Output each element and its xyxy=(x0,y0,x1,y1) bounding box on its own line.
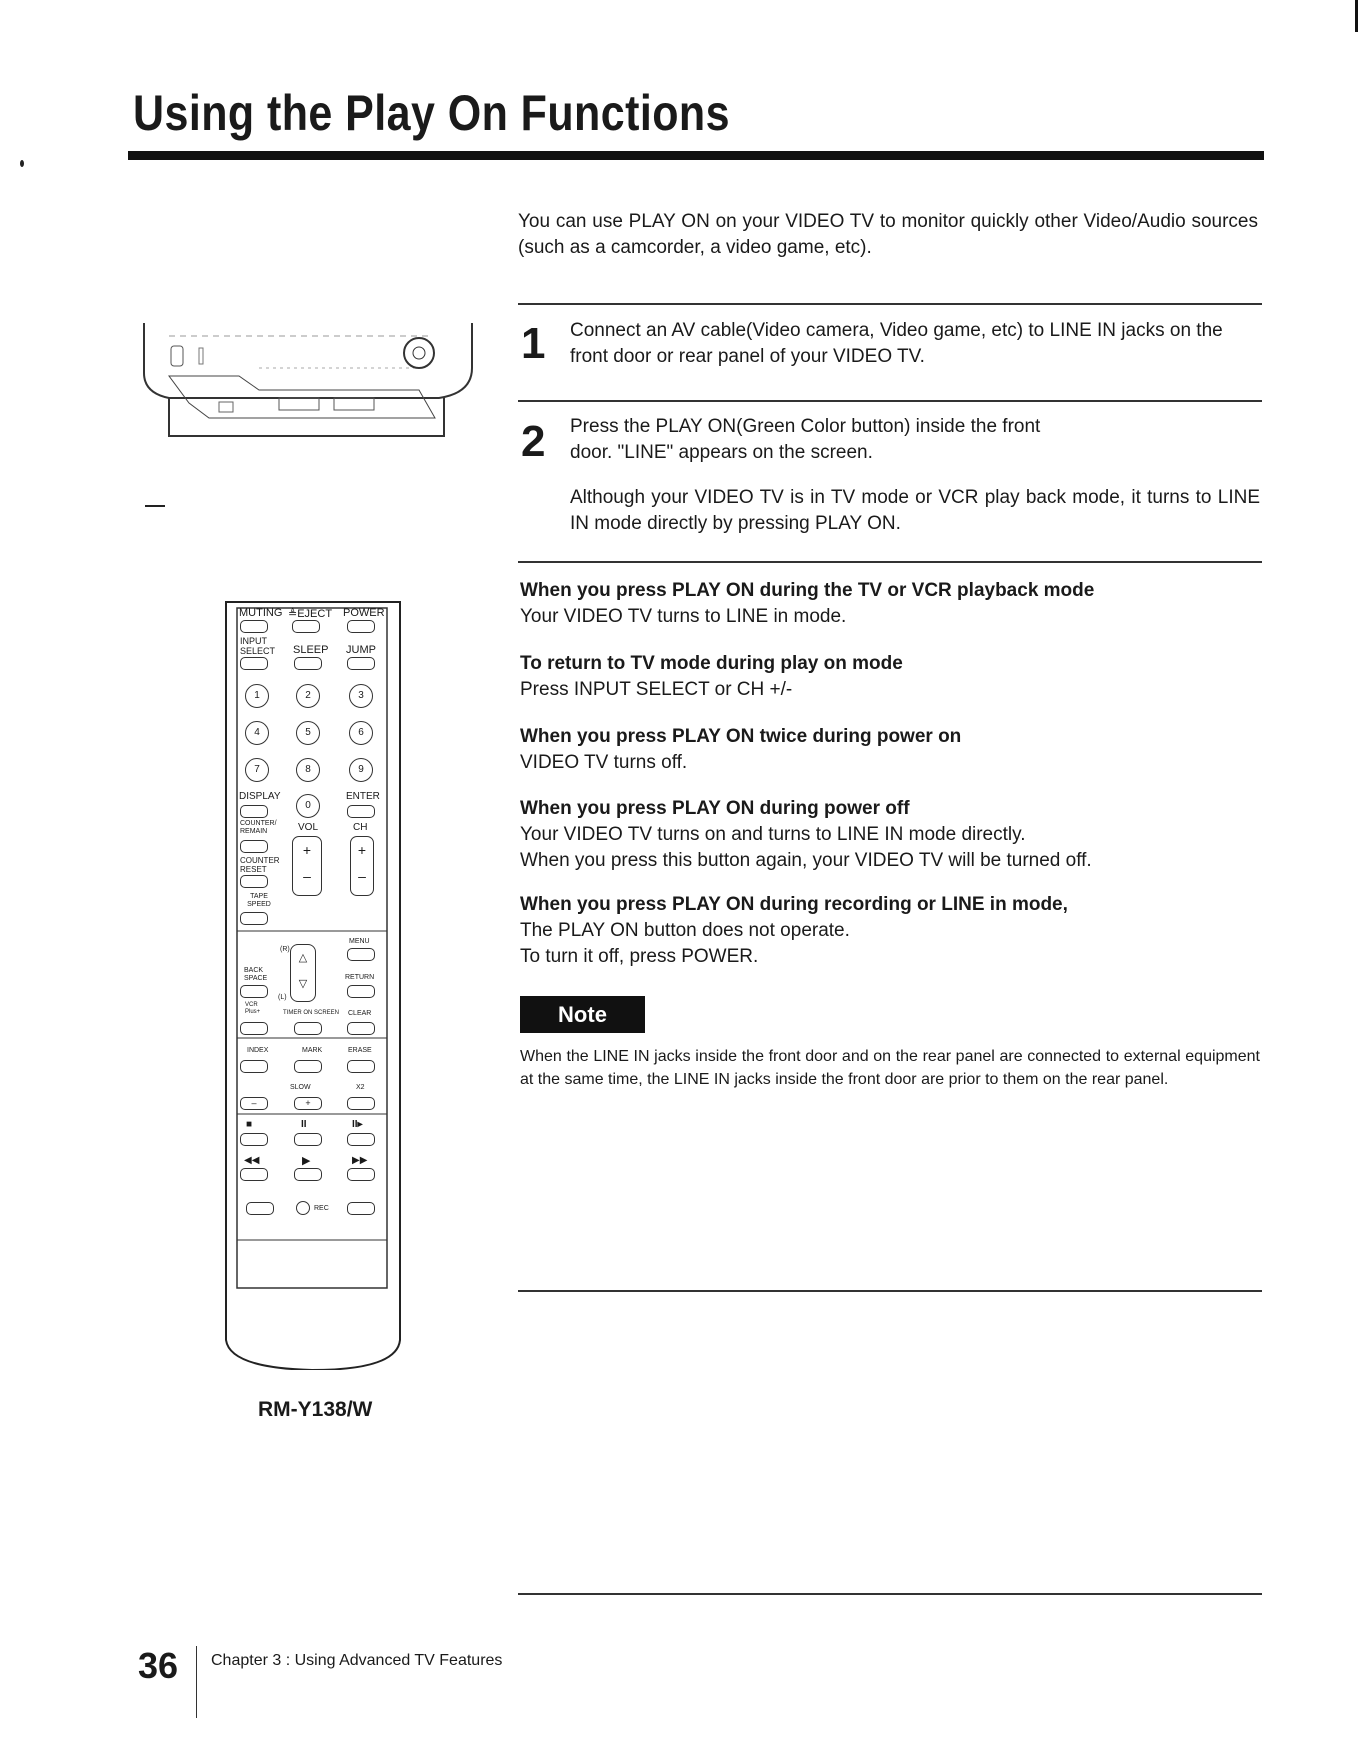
remote-label-vol: VOL xyxy=(298,822,319,833)
remote-digit-9-button: 9 xyxy=(349,758,373,782)
remote-label-counter-remain: COUNTER/ REMAIN xyxy=(240,820,277,835)
bottom-rule-1 xyxy=(518,1290,1262,1292)
remote-digit-6-button: 6 xyxy=(349,721,373,745)
remote-label-rec: REC xyxy=(314,1205,329,1212)
remote-digit-2-button: 2 xyxy=(296,684,320,708)
section-heading: To return to TV mode during play on mode xyxy=(520,653,903,674)
remote-slow-minus-button: – xyxy=(240,1097,268,1110)
tv-front-panel-illustration xyxy=(139,318,482,446)
remote-label-counter-reset: COUNTER RESET xyxy=(240,856,280,874)
remote-label-x2: X2 xyxy=(356,1084,365,1091)
remote-label-input-select: INPUT SELECT xyxy=(240,636,276,656)
remote-x2-button xyxy=(347,1097,375,1110)
remote-digit-1-button: 1 xyxy=(245,684,269,708)
section-line: Press INPUT SELECT or CH +/- xyxy=(520,679,793,700)
remote-return-button xyxy=(347,985,375,998)
remote-rewind-button xyxy=(240,1168,268,1181)
step-2-extra: Although your VIDEO TV is in TV mode or VCR play back mode, it turns to LINE IN mode directly by pressing PLAY ON. xyxy=(570,487,1260,534)
remote-menu-button xyxy=(347,948,375,961)
remote-stop-button xyxy=(240,1133,268,1146)
remote-erase-button xyxy=(347,1060,375,1073)
step-1-rule xyxy=(518,303,1262,305)
scan-speck xyxy=(145,505,165,507)
remote-mark-button xyxy=(294,1060,322,1073)
remote-label-back-space: BACK SPACE xyxy=(244,967,268,982)
remote-label-eject: ≜EJECT xyxy=(288,608,333,620)
remote-label-r: (R) xyxy=(280,946,290,953)
remote-pause-symbol: II xyxy=(301,1119,307,1130)
remote-rec-left-button xyxy=(246,1202,274,1215)
section-recording xyxy=(520,892,1260,970)
remote-label-erase: ERASE xyxy=(348,1047,372,1054)
remote-label-menu: MENU xyxy=(349,938,370,945)
remote-rec-right-button xyxy=(347,1202,375,1215)
remote-menu-rocker: △ ▽ xyxy=(290,944,316,1002)
remote-digit-8-button: 8 xyxy=(296,758,320,782)
title-rule xyxy=(128,151,1264,160)
remote-label-slow: SLOW xyxy=(290,1084,311,1091)
remote-label-vcr-plus: VCR Plus+ xyxy=(245,1002,261,1015)
remote-power-button xyxy=(347,620,375,633)
remote-tape-speed-button xyxy=(240,912,268,925)
page-number: 36 xyxy=(138,1645,179,1686)
remote-label-enter: ENTER xyxy=(346,791,380,802)
scan-edge-mark xyxy=(1355,0,1358,32)
remote-digit-7-button: 7 xyxy=(245,758,269,782)
remote-label-mark: MARK xyxy=(302,1047,323,1054)
remote-jump-button xyxy=(347,657,375,670)
remote-digit-3-button: 3 xyxy=(349,684,373,708)
remote-label-sleep: SLEEP xyxy=(293,644,329,656)
remote-ff-symbol: ▶▶ xyxy=(352,1155,368,1166)
remote-label-display: DISPLAY xyxy=(239,791,281,802)
remote-label-power: POWER xyxy=(343,607,385,619)
section-line: VIDEO TV turns off. xyxy=(520,752,688,773)
section-line: When you press this button again, your VIDEO TV will be turned off. xyxy=(520,850,1092,871)
remote-frame-button xyxy=(347,1133,375,1146)
remote-digit-4-button: 4 xyxy=(245,721,269,745)
remote-slow-plus-button: + xyxy=(294,1097,322,1110)
remote-stop-symbol: ■ xyxy=(246,1119,253,1130)
step-1-number: 1 xyxy=(521,319,546,368)
scan-speck xyxy=(20,160,24,167)
remote-display-button xyxy=(240,805,268,818)
remote-eject-button xyxy=(292,620,320,633)
remote-counter-remain-button xyxy=(240,840,268,853)
section-heading: When you press PLAY ON during power off xyxy=(520,798,910,819)
remote-ff-button xyxy=(347,1168,375,1181)
section-playback xyxy=(520,578,1260,630)
remote-index-button xyxy=(240,1060,268,1073)
remote-input-select-button xyxy=(240,657,268,670)
note-text: When the LINE IN jacks inside the front door and on the rear panel are connected to external equipment at the same time, the LINE IN jacks inside the front door are prior to them on the rear panel. xyxy=(520,1048,1260,1088)
remote-label-timer-on-screen: TIMER ON SCREEN xyxy=(283,1010,340,1016)
section-twice-power-on xyxy=(520,724,1260,776)
footer-separator xyxy=(196,1646,197,1718)
remote-play-button xyxy=(294,1168,322,1181)
section-line: To turn it off, press POWER. xyxy=(520,946,759,967)
section-return-tv xyxy=(520,651,1260,703)
remote-frame-symbol: II▸ xyxy=(352,1119,363,1130)
section-heading: When you press PLAY ON during the TV or VCR playback mode xyxy=(520,580,1095,601)
section-line: The PLAY ON button does not operate. xyxy=(520,920,850,941)
remote-muting-button xyxy=(240,620,268,633)
remote-vcr-plus-button xyxy=(240,1022,268,1035)
remote-label-ch: CH xyxy=(353,822,368,833)
remote-ch-rocker: + – xyxy=(350,836,374,896)
remote-digit-5-button: 5 xyxy=(296,721,320,745)
remote-play-symbol: ▶ xyxy=(302,1155,311,1167)
remote-label-tape-speed: TAPE SPEED xyxy=(247,893,271,908)
intro-paragraph: You can use PLAY ON on your VIDEO TV to monitor quickly other Video/Audio sources (such as a camcorder, a video game, etc). xyxy=(518,211,1258,258)
remote-vol-rocker: + – xyxy=(292,836,322,896)
note-badge: Note xyxy=(520,996,645,1033)
section-line: Your VIDEO TV turns to LINE in mode. xyxy=(520,606,847,627)
step-2-number: 2 xyxy=(521,417,546,466)
step-2-rule xyxy=(518,400,1262,402)
page-title: Using the Play On Functions xyxy=(133,85,730,141)
section-heading: When you press PLAY ON during recording or LINE in mode, xyxy=(520,894,1068,915)
remote-counter-reset-button xyxy=(240,875,268,888)
remote-digit-0-button: 0 xyxy=(296,794,320,818)
remote-label-jump: JUMP xyxy=(346,644,376,656)
remote-rec-dot-icon xyxy=(296,1201,310,1215)
step-2-text: Press the PLAY ON(Green Color button) inside the front door. "LINE" appears on the screen. xyxy=(570,416,1041,463)
chapter-label: Chapter 3 : Using Advanced TV Features xyxy=(211,1652,503,1669)
section-heading: When you press PLAY ON twice during power on xyxy=(520,726,962,747)
remote-enter-button xyxy=(347,805,375,818)
remote-back-space-button xyxy=(240,985,268,998)
remote-sleep-button xyxy=(294,657,322,670)
remote-timer-on-screen-button xyxy=(294,1022,322,1035)
sections-rule xyxy=(518,561,1262,563)
remote-label-index: INDEX xyxy=(247,1047,269,1054)
remote-label-muting: MUTING xyxy=(239,607,283,619)
remote-rewind-symbol: ◀◀ xyxy=(244,1155,260,1166)
remote-pause-button xyxy=(294,1133,322,1146)
remote-label-return: RETURN xyxy=(345,974,375,981)
section-power-off xyxy=(520,796,1260,874)
remote-model-caption: RM-Y138/W xyxy=(258,1398,373,1421)
remote-label-clear: CLEAR xyxy=(348,1010,372,1017)
remote-clear-button xyxy=(347,1022,375,1035)
section-line: Your VIDEO TV turns on and turns to LINE IN mode directly. xyxy=(520,824,1026,845)
step-1-text: Connect an AV cable(Video camera, Video game, etc) to LINE IN jacks on the front door or rear panel of your VIDEO TV. xyxy=(570,320,1223,367)
bottom-rule-2 xyxy=(518,1593,1262,1595)
remote-label-l: (L) xyxy=(278,994,287,1001)
